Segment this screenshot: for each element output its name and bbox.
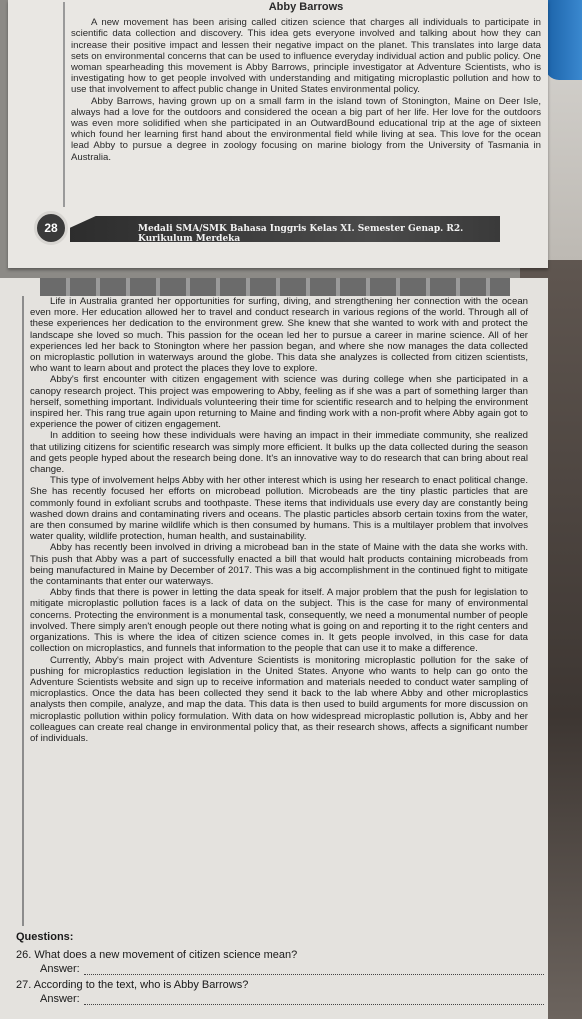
question-27: [16, 979, 546, 991]
answer-27: [16, 993, 546, 1005]
answer-26: [16, 963, 546, 975]
paragraph: This type of involvement helps Abby with her other interest which is using her research to enact political change. She has recently focused her efforts on microbead pollution. Microbeads are the tiny plastic particles that are commonly found in exfoliant scrubs and toothpaste. These items that individuals use every day are constantly being washed down drains and contaminating rivers and oceans. The plastic particles absorb certain toxins from the water, are then consumed by marine wildlife which is then consumed by humans. This is a multilayer problem that involves water quality, wildlife protection, human health, and sustainability.: [30, 475, 528, 543]
footer-text: Medali SMA/SMK Bahasa Inggris Kelas XI. Semester Genap. R2. Kurikulum Merdeka: [138, 224, 464, 244]
question-text: According to the text, who is Abby Barrows?: [33, 979, 249, 991]
question-number: 26.: [16, 949, 32, 961]
top-page-text: [63, 2, 541, 207]
paragraph: Abby Barrows, having grown up on a small farm in the island town of Stonington, Maine on Deer Isle, always had a love for the outdoors and considered the ocean a big part of her life. Her love for the outdoors was even more solidified when she participated in an OutwardBound educational trip at the age of sixteen which found her learning first hand about the environmental field while living at sea. This love for the ocean lead Abby to pursue a degree in zoology focusing on marine biology from the University of Tasmania in Australia.: [71, 95, 541, 163]
questions-title: Questions:: [16, 931, 74, 943]
paragraph: Abby finds that there is power in letting the data speak for itself. A major problem that the push for legislation to mitigate microplastic pollution faces is a lack of data on the subject. This is the case for many of environmental concerns. Protecting the environment is a monumental task, consequently, we need a monumental number of people involved. There simply aren't enough people out there noting what is going on and reporting it to the right centers and organizations. This is where the idea of citizen science comes in. It gets people involved, in this case for data collection on microplastics, and funnels that information to the people that can use it to make a difference.: [30, 587, 528, 655]
paragraph: In addition to seeing how these individuals were having an impact in their immediate community, she realized that utilizing citizens for scientific research was simply more efficient. It bulks up the data collected during the season and gets people hyped about the research being done. It's an innovative way to do research that can bring about real change.: [30, 430, 528, 476]
paragraph: A new movement has been arising called citizen science that charges all individuals to participate in scientific data collection and discovery. This idea gets everyone involved and talking about how they can increase their positive impact and lessen their negative impact on the planet. This translates into large data sets on environmental concerns that can be used to influence everyday individual action and public policy. One woman spearheading this movement is Abby Barrows, principle investigator at Adventure Scientists, who is investigating how to get people involved with understanding and mitigating microplastic pollution and how to use that involvement to affect public change in United States environmental policy.: [71, 17, 541, 96]
paragraph: Currently, Abby's main project with Adventure Scientists is monitoring microplastic pollution for the sake of pushing for microplastics reduction legislation in the United States. Anyone who wants to help can go onto the Adventure Scientists website and sign up to receive information and materials needed to conduct water sampling of microplastics. Once the data has been collected they send it back to the lab where Abby and other microplastics analysts then compile, analyze, and map the data. This data is then used to build arguments for more discussion on microplastic pollution within policy formulation. With data on how widespread microplastic pollution is, Abby and her colleagues can create real change in environmental policy that, as their research shows, affects a significant number of individuals.: [30, 654, 528, 744]
question-26: [16, 949, 546, 961]
answer-label: Answer:: [40, 963, 80, 975]
question-text: What does a new movement of citizen science mean?: [34, 949, 298, 961]
main-page-text: [22, 296, 528, 926]
answer-label: Answer:: [40, 993, 80, 1005]
answer-line[interactable]: [84, 964, 544, 975]
paragraph: Life in Australia granted her opportunities for surfing, diving, and strengthening her connection with the ocean even more. Her education allowed her to travel and conduct research in various regions of the world. Through all of these experiences her dedication to the environment grew. She knew that she wanted to work with and protect the landscape she loved so much. This passion for the ocean led her to pursue a career in marine science. All of her experiences led her back to Stonington where her passion began, and where she now manages the data collected on microplastic pollution in waterways around the globe. This data she analyzes is collected from citizen scientists, who want to learn about and protect the places they love to explore.: [30, 296, 528, 375]
page-number: 28: [34, 211, 68, 245]
main-page: [0, 278, 548, 1019]
answer-line[interactable]: [84, 994, 544, 1005]
background-bottle: [545, 0, 582, 80]
paragraph: Abby has recently been involved in driving a microbead ban in the state of Maine with the data she works with. This push that Abby was a part of successfully enacted a bill that would halt products containing microbeads from being manufactured in Maine by December of 2017. This was a big accomplishment in the continued fight to mitigate the contaminants that enter our waterways.: [30, 542, 528, 588]
questions-section: [16, 931, 546, 1005]
article-title: Abby Barrows: [268, 1, 344, 13]
top-page: [8, 0, 548, 268]
question-number: 27.: [16, 979, 32, 991]
paragraph: Abby's first encounter with citizen engagement with science was during college when she participated in a canopy research project. This project was empowering to Abby, feeling as if she was a part of something larger than herself, something important. Individuals volunteering their time for scientific research and to helping the environment inspired her. This rang true again upon returning to Maine and finding work with a non-profit where Abby again got to experience the power of citizen engagement.: [30, 374, 528, 431]
header-strip: [40, 278, 510, 296]
